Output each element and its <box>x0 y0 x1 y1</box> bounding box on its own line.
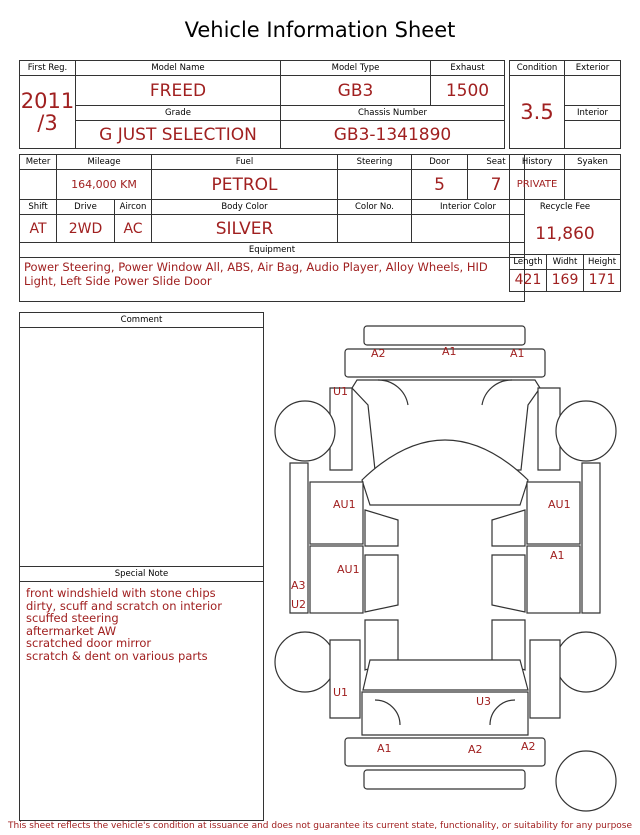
width-label: Widht <box>547 254 584 269</box>
color-no-label: Color No. <box>338 200 412 215</box>
first-reg-label: First Reg. <box>20 61 76 76</box>
seat-label: Seat <box>468 155 525 170</box>
special-note-item: aftermarket AW <box>26 623 117 638</box>
first-reg-year: 2011 <box>20 89 75 113</box>
chassis-value: GB3-1341890 <box>281 121 505 149</box>
first-reg-value <box>20 76 76 149</box>
model-type-value: GB3 <box>281 76 431 106</box>
comment-area <box>20 328 263 566</box>
exterior-label: Exterior <box>565 61 621 76</box>
steering-value <box>338 170 412 200</box>
damage-mark: AU1 <box>548 498 571 511</box>
height-value: 171 <box>584 269 621 291</box>
model-name-label: Model Name <box>76 61 281 76</box>
recycle-fee-label: Recycle Fee <box>510 200 621 215</box>
door-value: 5 <box>412 170 468 200</box>
model-name-value: FREED <box>76 76 281 106</box>
interior-label: Interior <box>565 106 621 121</box>
equipment-value: Power Steering, Power Window All, ABS, Air Bag, Audio Player, Alloy Wheels, HID Light, Left Side Power Slide Door <box>20 258 525 302</box>
comment-label: Comment <box>20 313 263 328</box>
history-value: PRIVATE <box>510 170 565 200</box>
history-table <box>509 154 621 292</box>
exhaust-label: Exhaust <box>431 61 505 76</box>
drive-value: 2WD <box>57 215 115 243</box>
shift-value: AT <box>20 215 57 243</box>
special-note-item: dirty, scuff and scratch on interior <box>26 598 222 613</box>
damage-mark: U3 <box>476 695 492 708</box>
height-label: Height <box>584 254 621 269</box>
chassis-label: Chassis Number <box>281 106 505 121</box>
car-outline <box>275 326 616 811</box>
registration-table <box>19 60 505 149</box>
page-title: Vehicle Information Sheet <box>184 18 456 42</box>
condition-value: 3.5 <box>510 76 565 149</box>
car-damage-diagram <box>268 318 628 833</box>
damage-mark: A2 <box>468 743 483 756</box>
syaken-value <box>565 170 621 200</box>
damage-mark: U1 <box>333 385 349 398</box>
model-type-label: Model Type <box>281 61 431 76</box>
history-label: History <box>510 155 565 170</box>
special-note-label: Special Note <box>20 566 263 582</box>
condition-table <box>509 60 621 149</box>
grade-label: Grade <box>76 106 281 121</box>
damage-mark: A3 <box>291 579 306 592</box>
seat-value: 7 <box>468 170 525 200</box>
exterior-value <box>565 76 621 106</box>
interior-color-value <box>412 215 525 243</box>
comment-box <box>19 312 264 821</box>
special-note-item: front windshield with stone chips <box>26 586 216 600</box>
recycle-fee-value: 11,860 <box>510 214 621 254</box>
special-note-item: scratch & dent on various parts <box>26 648 208 663</box>
door-label: Door <box>412 155 468 170</box>
body-color-label: Body Color <box>152 200 338 215</box>
first-reg-month: /3 <box>37 111 58 135</box>
interior-color-label: Interior Color <box>412 200 525 215</box>
damage-mark: AU1 <box>333 498 356 511</box>
damage-mark: U2 <box>291 598 307 611</box>
fuel-value: PETROL <box>152 170 338 200</box>
body-color-value: SILVER <box>152 215 338 243</box>
mileage-value: 164,000 KM <box>57 170 152 200</box>
steering-label: Steering <box>338 155 412 170</box>
damage-mark: A1 <box>510 347 525 360</box>
special-note-item: scuffed steering <box>26 611 119 626</box>
aircon-label: Aircon <box>115 200 152 215</box>
syaken-label: Syaken <box>565 155 621 170</box>
meter-value <box>20 170 57 200</box>
damage-mark: A2 <box>521 740 536 753</box>
length-value: 421 <box>510 269 547 291</box>
mileage-label: Mileage <box>57 155 152 170</box>
damage-mark: A1 <box>550 549 565 562</box>
meter-label: Meter <box>20 155 57 170</box>
disclaimer-footer: This sheet reflects the vehicle's condition at issuance and does not guarantee its current state, functionality, or suitability for any purpose <box>7 821 633 831</box>
drive-label: Drive <box>57 200 115 215</box>
specs-table <box>19 154 525 302</box>
damage-mark: A1 <box>442 345 457 358</box>
color-no-value <box>338 215 412 243</box>
width-value: 169 <box>547 269 584 291</box>
interior-value <box>565 121 621 149</box>
damage-mark: U1 <box>333 686 349 699</box>
fuel-label: Fuel <box>152 155 338 170</box>
aircon-value: AC <box>115 215 152 243</box>
damage-mark: A1 <box>377 742 392 755</box>
special-notes-list <box>26 587 258 663</box>
damage-mark: AU1 <box>337 563 360 576</box>
condition-label: Condition <box>510 61 565 76</box>
grade-value: G JUST SELECTION <box>76 121 281 149</box>
shift-label: Shift <box>20 200 57 215</box>
special-note-item: scratched door mirror <box>26 636 152 651</box>
damage-mark: A2 <box>371 347 386 360</box>
length-label: Length <box>510 254 547 269</box>
equipment-label: Equipment <box>20 243 525 258</box>
exhaust-value: 1500 <box>431 76 505 106</box>
